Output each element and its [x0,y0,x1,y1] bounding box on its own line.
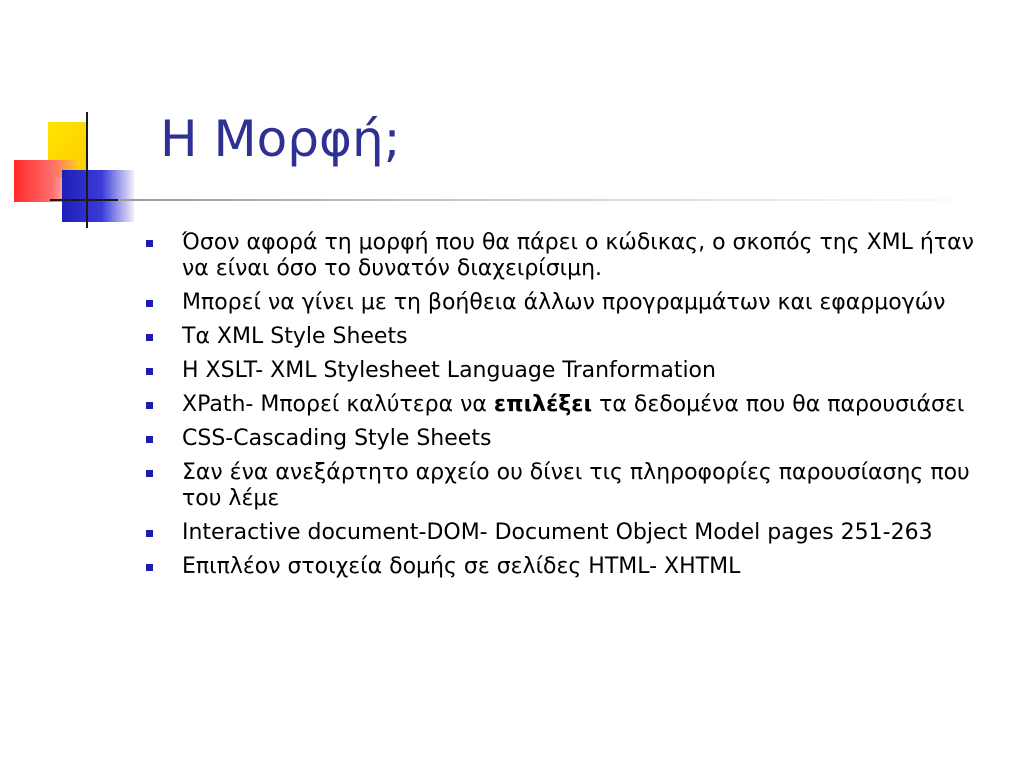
bullet-text-pre: XPath- Μπορεί καλύτερα να [182,392,494,417]
bullet-icon [146,368,153,375]
title-divider [118,199,998,201]
bullet-icon [146,402,153,409]
list-item [146,460,998,512]
bullet-icon [146,470,153,477]
bullet-text: CSS-Cascading Style Sheets [182,426,492,451]
bullet-text: Μπορεί να γίνει με τη βοήθεια άλλων προγραμμάτων και εφαρμογών [182,290,946,315]
list-item [146,230,998,282]
bullet-icon [146,436,153,443]
bullet-text: Σαν ένα ανεξάρτητο αρχείο ου δίνει τις πληροφορίες παρουσίασης που του λέμε [182,460,970,511]
bullet-icon [146,240,153,247]
vertical-line [86,112,88,228]
bullet-icon [146,564,153,571]
list-item [146,520,998,546]
list-item [146,554,998,580]
list-item [146,392,998,418]
bullet-text-post: τα δεδομένα που θα παρουσιάσει [592,392,965,417]
slide-title: Η Μορφή; [160,110,401,168]
bullet-text: H XSLT- XML Stylesheet Language Tranformation [182,358,716,383]
blue-square-shape [62,170,134,222]
bullet-icon [146,530,153,537]
bullet-icon [146,334,153,341]
list-item [146,358,998,384]
bullet-text: Τα XML Style Sheets [182,324,408,349]
list-item [146,324,998,350]
decorative-logo [0,0,160,240]
bullet-text: Interactive document-DOM- Document Object Model pages 251-263 [182,520,933,545]
list-item [146,290,998,316]
bullet-text-bold: επιλέξει [493,392,593,417]
list-item [146,426,998,452]
bullet-icon [146,300,153,307]
bullet-text: Επιπλέον στοιχεία δομής σε σελίδες HTML- XHTML [182,554,741,579]
bullet-list [146,230,998,588]
bullet-text: Όσον αφορά τη μορφή που θα πάρει ο κώδικας, ο σκοπός της XML ήταν να είναι όσο το δυνατόν διαχειρίσιμη. [182,230,974,281]
